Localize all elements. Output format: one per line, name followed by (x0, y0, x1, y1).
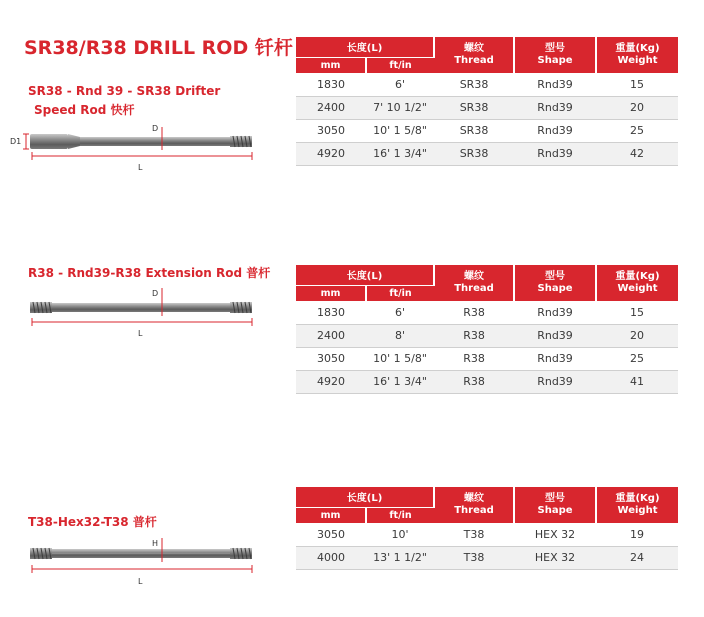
shape-cell: HEX 32 (514, 546, 596, 569)
thread-cell: R38 (434, 301, 514, 324)
table-row (296, 523, 678, 546)
mm-cell: 3050 (296, 347, 366, 370)
table-row (296, 546, 678, 569)
page-title: SR38/R38 DRILL ROD 钎杆 (24, 37, 293, 59)
mm-cell: 1830 (296, 301, 366, 324)
weight-cell: 25 (596, 119, 678, 142)
d-dimension-label: D (152, 289, 159, 298)
shape-cell: Rnd39 (514, 73, 596, 96)
weight-cell: 24 (596, 546, 678, 569)
thread-header: 螺纹 Thread (434, 37, 514, 73)
weight-header: 重量(Kg) Weight (596, 265, 678, 301)
mm-cell: 3050 (296, 119, 366, 142)
thread-cell: SR38 (434, 96, 514, 119)
ftin-cell: 8' (366, 324, 434, 347)
mm-header: mm (296, 285, 366, 301)
ftin-header: ft/in (366, 57, 434, 73)
shape-header: 型号 Shape (514, 37, 596, 73)
d1-dimension-label: D1 (10, 137, 22, 146)
length-header: 长度(L) (296, 37, 434, 57)
weight-cell: 42 (596, 142, 678, 165)
l-dimension-label: L (138, 577, 143, 586)
weight-cell: 25 (596, 347, 678, 370)
drifter-rod-diagram (12, 112, 272, 182)
mm-cell: 4920 (296, 370, 366, 393)
ftin-cell: 10' (366, 523, 434, 546)
drifter-rod-spec-table (296, 37, 678, 166)
mm-header: mm (296, 507, 366, 523)
hex-rod-spec-table (296, 487, 678, 570)
length-header: 长度(L) (296, 487, 434, 507)
shape-cell: Rnd39 (514, 324, 596, 347)
ftin-cell: 10' 1 5/8" (366, 119, 434, 142)
ftin-cell: 10' 1 5/8" (366, 347, 434, 370)
shape-cell: Rnd39 (514, 370, 596, 393)
section-1-label-line2: Speed Rod 快杆 (34, 103, 135, 117)
thread-cell: R38 (434, 324, 514, 347)
shape-header: 型号 Shape (514, 487, 596, 523)
extension-rod-diagram (12, 278, 272, 348)
shape-cell: Rnd39 (514, 119, 596, 142)
section-2-label-line1: R38 - Rnd39-R38 Extension Rod 普杆 (28, 266, 271, 280)
l-dimension-label: L (138, 163, 143, 172)
thread-cell: SR38 (434, 73, 514, 96)
weight-cell: 20 (596, 96, 678, 119)
table-row (296, 96, 678, 119)
d-dimension-label: D (152, 124, 159, 133)
ftin-header: ft/in (366, 507, 434, 523)
shape-cell: HEX 32 (514, 523, 596, 546)
ftin-cell: 7' 10 1/2" (366, 96, 434, 119)
mm-cell: 2400 (296, 96, 366, 119)
mm-cell: 4920 (296, 142, 366, 165)
table-row (296, 73, 678, 96)
table-row (296, 301, 678, 324)
section-3-label-line1: T38-Hex32-T38 普杆 (28, 515, 157, 529)
thread-cell: R38 (434, 347, 514, 370)
weight-cell: 41 (596, 370, 678, 393)
weight-cell: 19 (596, 523, 678, 546)
rod-body (80, 137, 230, 146)
thread-header: 螺纹 Thread (434, 487, 514, 523)
rod-body (52, 303, 230, 312)
l-dimension-label: L (138, 329, 143, 338)
ftin-cell: 6' (366, 73, 434, 96)
weight-cell: 15 (596, 73, 678, 96)
table-row (296, 324, 678, 347)
mm-cell: 3050 (296, 523, 366, 546)
weight-header: 重量(Kg) Weight (596, 37, 678, 73)
thread-cell: R38 (434, 370, 514, 393)
weight-cell: 15 (596, 301, 678, 324)
h-dimension-label: H (152, 539, 159, 548)
shape-cell: Rnd39 (514, 301, 596, 324)
mm-cell: 4000 (296, 546, 366, 569)
ftin-cell: 13' 1 1/2" (366, 546, 434, 569)
shape-cell: Rnd39 (514, 347, 596, 370)
weight-header: 重量(Kg) Weight (596, 487, 678, 523)
thread-cell: T38 (434, 523, 514, 546)
table-row (296, 142, 678, 165)
thread-cell: SR38 (434, 142, 514, 165)
mm-cell: 1830 (296, 73, 366, 96)
mm-header: mm (296, 57, 366, 73)
shape-cell: Rnd39 (514, 142, 596, 165)
mm-cell: 2400 (296, 324, 366, 347)
ftin-header: ft/in (366, 285, 434, 301)
extension-rod-spec-table (296, 265, 678, 394)
ftin-cell: 16' 1 3/4" (366, 142, 434, 165)
table-row (296, 370, 678, 393)
rod-shank (30, 134, 68, 149)
ftin-cell: 16' 1 3/4" (366, 370, 434, 393)
shape-cell: Rnd39 (514, 96, 596, 119)
weight-cell: 20 (596, 324, 678, 347)
thread-cell: T38 (434, 546, 514, 569)
table-row (296, 347, 678, 370)
shape-header: 型号 Shape (514, 265, 596, 301)
length-header: 长度(L) (296, 265, 434, 285)
thread-header: 螺纹 Thread (434, 265, 514, 301)
ftin-cell: 6' (366, 301, 434, 324)
thread-cell: SR38 (434, 119, 514, 142)
table-row (296, 119, 678, 142)
section-1-label-line1: SR38 - Rnd 39 - SR38 Drifter (28, 84, 221, 98)
hex-rod-diagram (12, 528, 272, 598)
